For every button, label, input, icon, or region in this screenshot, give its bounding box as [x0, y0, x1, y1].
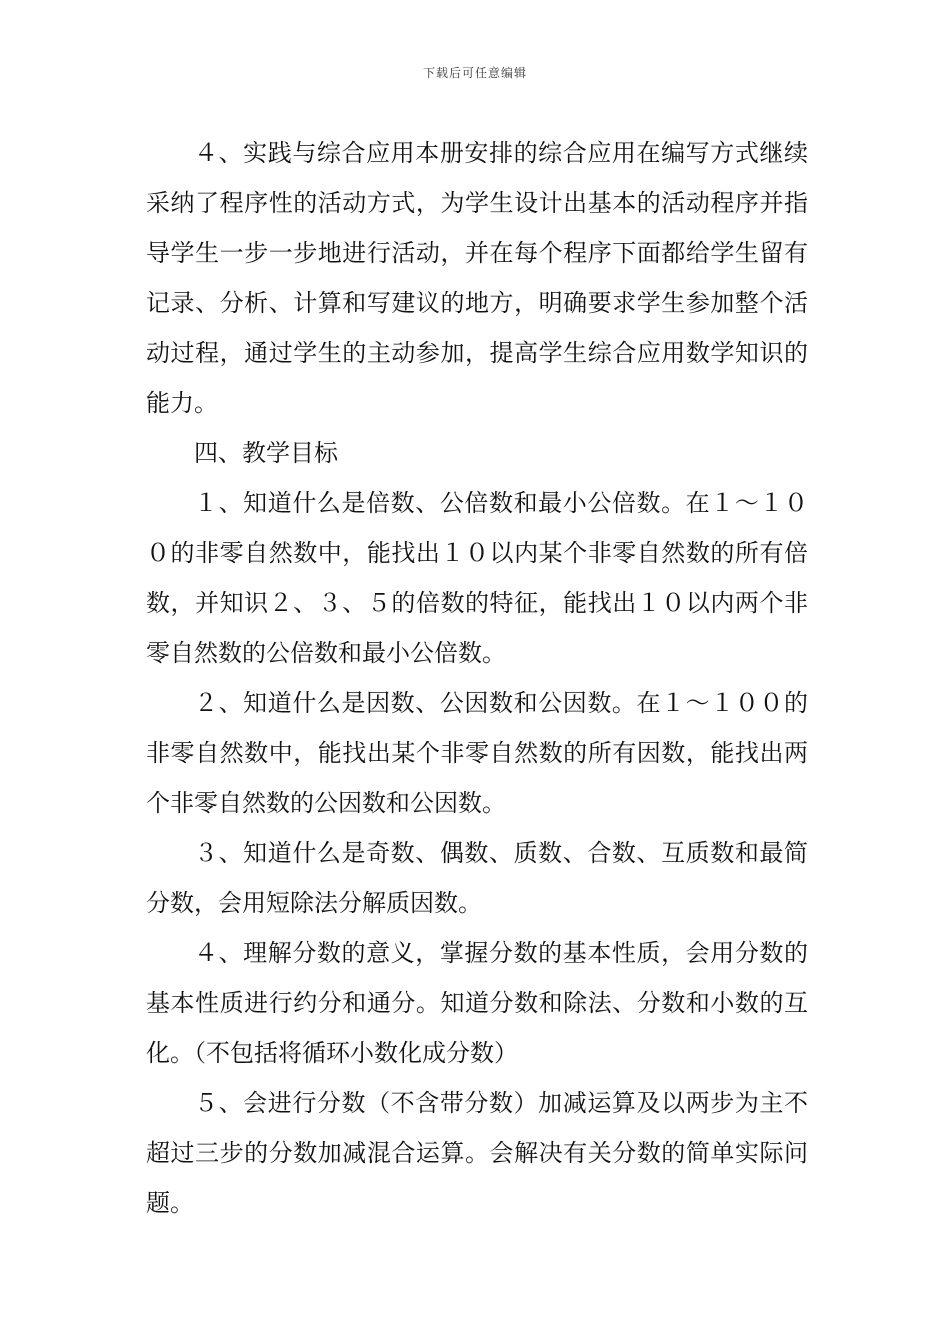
section-heading-teaching-goals: 四、教学目标: [194, 439, 338, 467]
paragraph-goal-3: ３、知道什么是奇数、偶数、质数、合数、互质数和最简分数，会用短除法分解质因数。: [146, 839, 808, 917]
paragraph-goal-1: １、知道什么是倍数、公倍数和最小公倍数。在１～１００的非零自然数中，能找出１０以内某个非零自然数的所有倍数，并知识２、３、５的倍数的特征，能找出１０以内两个非零自然数的公倍数和最小公倍数。: [146, 489, 808, 667]
paragraph-goal-5: ５、会进行分数（不含带分数）加减运算及以两步为主不超过三步的分数加减混合运算。会解决有关分数的简单实际问题。: [146, 1089, 808, 1217]
document-body: [146, 128, 808, 1228]
paragraph-practice-application: ４、实践与综合应用本册安排的综合应用在编写方式继续采纳了程序性的活动方式，为学生设计出基本的活动程序并指导学生一步一步地进行活动，并在每个程序下面都给学生留有记录、分析、计算和写建议的地方，明确要求学生参加整个活动过程，通过学生的主动参加，提高学生综合应用数学知识的能力。: [146, 139, 808, 417]
paragraph-goal-4: ４、理解分数的意义，掌握分数的基本性质，会用分数的基本性质进行约分和通分。知道分数和除法、分数和小数的互化。（不包括将循环小数化成分数）: [146, 939, 808, 1067]
paragraph-goal-2: ２、知道什么是因数、公因数和公因数。在１～１００的非零自然数中，能找出某个非零自然数的所有因数，能找出两个非零自然数的公因数和公因数。: [146, 689, 808, 817]
page-header: 下载后可任意编辑: [422, 66, 527, 80]
